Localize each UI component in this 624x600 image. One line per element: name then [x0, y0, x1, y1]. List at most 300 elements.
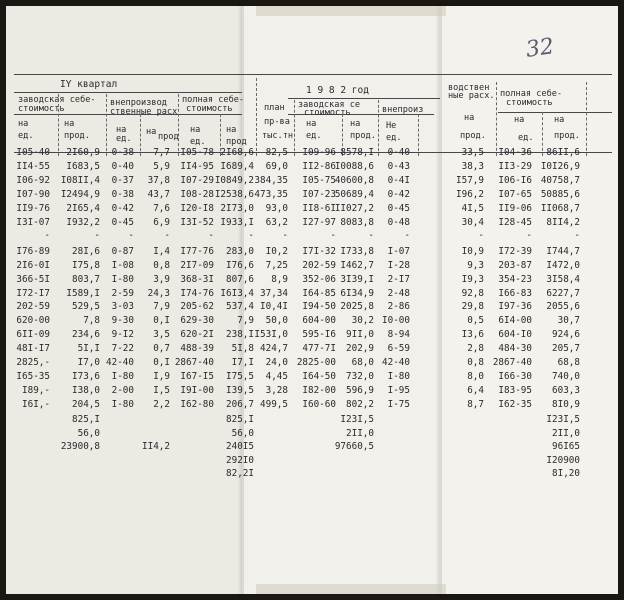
total-value: II4,2	[142, 441, 170, 453]
table-cell: I6I,-	[22, 398, 50, 410]
subcol2-ed-1: ед.	[306, 131, 322, 141]
table-cell: -	[208, 230, 214, 242]
table-cell: 2825-00	[296, 357, 336, 368]
table-cell: 37,34	[260, 287, 288, 299]
table-cell: 205-62	[180, 301, 214, 313]
table-cell: 3I39,I	[340, 273, 374, 285]
table-cell: I0088,6	[334, 160, 374, 172]
table-cell: I2538,6	[214, 188, 254, 200]
table-cell: I97-36	[498, 301, 532, 313]
table-cell: 8-94	[387, 329, 410, 341]
subcol-na-1: на	[18, 119, 29, 129]
table-cell: 0,I	[153, 357, 170, 368]
total-value: I23I,5	[546, 414, 580, 426]
table-cell: I62-35	[498, 398, 532, 410]
total-value: 292I0	[226, 454, 254, 466]
table-cell: I05-40	[16, 147, 50, 158]
subcol-na-2: на	[64, 119, 75, 129]
table-cell: I462,7	[340, 259, 374, 271]
table-cell: I38,0	[72, 384, 100, 396]
table-cell: 2867-40	[492, 357, 532, 368]
header-rule-quarter	[14, 92, 242, 93]
table-cell: 50,0	[265, 315, 288, 327]
table-cell: 8,7	[467, 398, 484, 410]
table-cell: I06-I6	[498, 174, 532, 186]
table-cell: I76,6	[226, 259, 254, 271]
table-cell: 2825,-	[16, 357, 50, 368]
table-cell: 42-40	[106, 357, 134, 368]
table-cell: 0,5	[467, 315, 484, 327]
table-cell: 8578,I	[340, 147, 374, 158]
table-cell: I-75	[387, 398, 410, 410]
table-cell: 7,9	[153, 301, 170, 313]
table-cell: I932,2	[66, 216, 100, 228]
table-cell: II8-6I	[302, 202, 336, 214]
quarter-heading: IY квартал	[60, 79, 118, 90]
table-cell: I53I,0	[254, 329, 288, 341]
table-cell: I733,8	[340, 245, 374, 257]
col-divider	[294, 100, 295, 156]
table-cell: I-28	[387, 259, 410, 271]
col-poln2-l1: полная себе-	[500, 89, 563, 99]
table-cell: 620-00	[16, 315, 50, 327]
col-plan-l2: пр-ва	[264, 117, 290, 127]
table-cell: 384,35	[254, 174, 288, 186]
tape-bottom	[256, 584, 446, 594]
table-cell: 5,9	[153, 160, 170, 172]
table-cell: 740,0	[552, 370, 580, 382]
table-cell: 206,7	[226, 398, 254, 410]
table-cell: 604-I0	[498, 329, 532, 341]
table-cell: I39,5	[226, 384, 254, 396]
table-cell: 924,6	[552, 329, 580, 341]
table-cell: 7,9	[237, 315, 254, 327]
table-cell: I07-90	[16, 188, 50, 200]
table-cell: I64-85	[302, 287, 336, 299]
table-cell: 366-5I	[16, 273, 50, 285]
table-cell: 2,8	[467, 343, 484, 355]
table-cell: 283,0	[226, 245, 254, 257]
table-cell: 6,9	[153, 216, 170, 228]
table-cell: 2055,6	[546, 301, 580, 313]
table-cell: 93,0	[265, 202, 288, 214]
table-cell: I3I-52	[180, 216, 214, 228]
table-cell: 5I,8	[231, 343, 254, 355]
table-cell: 92,8	[461, 287, 484, 299]
table-cell: 43,7	[147, 188, 170, 200]
table-cell: 499,5	[260, 398, 288, 410]
table-cell: 0,I	[153, 315, 170, 327]
table-cell: 203-87	[498, 259, 532, 271]
table-cell: I82-00	[302, 384, 336, 396]
subcol2-na-1: на	[306, 119, 317, 129]
header-rule-sub3	[498, 112, 612, 113]
table-cell: 24,3	[147, 287, 170, 299]
table-cell: 732,0	[346, 370, 374, 382]
table-cell: I76-89	[16, 245, 50, 257]
table-cell: I08-28	[180, 188, 214, 200]
table-cell: 0,8	[153, 259, 170, 271]
table-cell: I74-76	[180, 287, 214, 299]
table-cell: 2-00	[111, 384, 134, 396]
col-divider	[418, 114, 419, 156]
table-cell: -	[574, 230, 580, 242]
table-cell: 33,5	[461, 147, 484, 158]
table-cell: I7,0	[77, 357, 100, 368]
total-value: 8I,20	[552, 468, 580, 480]
table-cell: -	[44, 230, 50, 242]
col-poln-l2: стоимость	[186, 104, 233, 114]
table-cell: II4-95	[180, 160, 214, 172]
table-cell: I-80	[387, 370, 410, 382]
table-cell: 473,35	[254, 188, 288, 200]
subcol3-na-2: на	[514, 115, 525, 125]
table-cell: 30,4	[461, 216, 484, 228]
table-cell: I67-I5	[180, 370, 214, 382]
table-cell: 0-42	[387, 188, 410, 200]
table-cell: I07-29	[180, 174, 214, 186]
subcol-na-4: на	[146, 127, 157, 137]
table-cell: 63,2	[265, 216, 288, 228]
subcol3-na-3: на	[554, 115, 565, 125]
col-divider	[106, 94, 107, 156]
col-vnepr-l1: внепроизвод	[110, 98, 167, 108]
col-divider	[256, 78, 257, 156]
table-cell: 7,7	[153, 147, 170, 158]
table-cell: 0-45	[387, 202, 410, 214]
table-cell: 4,45	[265, 370, 288, 382]
table-cell: 603,3	[552, 384, 580, 396]
table-cell: I66-30	[498, 370, 532, 382]
table-cell: 202-59	[16, 301, 50, 313]
table-cell: I09-96	[302, 147, 336, 158]
table-cell: II9-76	[16, 202, 50, 214]
table-cell: II2-86	[302, 160, 336, 172]
col-divider	[378, 100, 379, 156]
table-cell: I7I-32	[302, 245, 336, 257]
table-cell: 9-30	[111, 315, 134, 327]
paper-sheet	[6, 6, 618, 594]
table-cell: 529,5	[72, 301, 100, 313]
table-cell: I,9	[153, 370, 170, 382]
subcol2-ed: ед.	[386, 133, 402, 143]
table-cell: I,4	[153, 245, 170, 257]
table-cell: I-80	[111, 273, 134, 285]
table-cell: 802,2	[346, 398, 374, 410]
table-cell: 2867-40	[174, 357, 214, 368]
table-cell: 8,9	[271, 273, 288, 285]
table-cell: 488-39	[180, 343, 214, 355]
table-cell: I05-75	[302, 174, 336, 186]
table-cell: 7-22	[111, 343, 134, 355]
subcol-na-5: на	[190, 125, 201, 135]
table-cell: I64-50	[302, 370, 336, 382]
total-value: 56,0	[77, 427, 100, 439]
table-cell: -	[164, 230, 170, 242]
table-cell: 50689,4	[334, 188, 374, 200]
table-cell: 9II,0	[346, 329, 374, 341]
table-cell: 8083,8	[340, 216, 374, 228]
table-cell: 9,3	[467, 259, 484, 271]
col-divider	[586, 82, 587, 156]
table-cell: II4-55	[16, 160, 50, 172]
table-cell: I06-92	[16, 174, 50, 186]
table-cell: 7,6	[153, 202, 170, 214]
subcol3-prod-3: прод.	[554, 131, 580, 141]
total-value: 2II,0	[552, 427, 580, 439]
table-cell: 0-42	[111, 202, 134, 214]
col-poln2-l2: стоимость	[506, 98, 553, 108]
table-cell: I0-00	[382, 315, 410, 327]
table-cell: II027,2	[334, 202, 374, 214]
tape-top	[256, 6, 446, 16]
table-cell: 368-3I	[180, 273, 214, 285]
table-cell: -	[94, 230, 100, 242]
table-cell: I,5	[153, 384, 170, 396]
table-cell: 8,0	[467, 370, 484, 382]
table-cell: -	[128, 230, 134, 242]
table-cell: 37,8	[147, 174, 170, 186]
total-value: 23900,8	[60, 441, 100, 453]
table-cell: 238,I	[226, 329, 254, 341]
subcol2-prod-2: прод.	[350, 131, 376, 141]
table-cell: I66-83	[498, 287, 532, 299]
table-cell: 0-43	[387, 160, 410, 172]
table-cell: 9-I2	[111, 329, 134, 341]
subcol-na-3: на	[116, 125, 127, 135]
table-cell: 50885,6	[540, 188, 580, 200]
table-cell: 0,8	[467, 357, 484, 368]
table-cell: I744,7	[546, 245, 580, 257]
table-cell: I-95	[387, 384, 410, 396]
table-cell: 2I60,9	[66, 147, 100, 158]
table-cell: -	[330, 230, 336, 242]
total-value: 825,I	[226, 414, 254, 426]
table-cell: 3-03	[111, 301, 134, 313]
table-cell: 0-40	[111, 160, 134, 172]
table-cell: I28-45	[498, 216, 532, 228]
table-cell: 40758,7	[540, 174, 580, 186]
table-cell: I0I26,9	[540, 160, 580, 172]
table-cell: 2-I7	[387, 273, 410, 285]
subcol3-na-1: на	[464, 113, 475, 123]
table-cell: 0,7	[153, 343, 170, 355]
table-cell: 3,28	[265, 384, 288, 396]
table-cell: 6II-09	[16, 329, 50, 341]
subcol-prod-6: прод	[226, 137, 247, 147]
table-cell: II9-06	[498, 202, 532, 214]
table-cell: I0,9	[461, 245, 484, 257]
header-rule-year	[288, 98, 440, 99]
table-cell: -	[282, 230, 288, 242]
total-value: I20900	[546, 454, 580, 466]
table-cell: 352-06	[302, 273, 336, 285]
table-cell: 620-2I	[180, 329, 214, 341]
col-divider	[58, 94, 59, 156]
table-cell: II3-29	[498, 160, 532, 172]
table-cell: 40600,8	[334, 174, 374, 186]
table-cell: 0-40	[387, 147, 410, 158]
table-cell: -	[248, 230, 254, 242]
table-cell: 2I65,4	[66, 202, 100, 214]
table-cell: I689,4	[220, 160, 254, 172]
col-zav2-l1: заводская се	[298, 100, 361, 110]
table-cell: 0-48	[387, 216, 410, 228]
subcol-ed-1: ед.	[18, 131, 34, 141]
table-cell: -	[368, 230, 374, 242]
table-cell: 82,5	[265, 147, 288, 158]
subcol-ed-3: ед.	[116, 134, 132, 144]
year-heading: 1 9 8 2 год	[306, 85, 369, 96]
table-cell: 6I34,9	[340, 287, 374, 299]
table-cell: 2,2	[153, 398, 170, 410]
table-cell: 202,9	[346, 343, 374, 355]
table-cell: I72-I7	[16, 287, 50, 299]
total-value: I23I,5	[340, 414, 374, 426]
total-value: 825,I	[72, 414, 100, 426]
table-cell: I3,6	[461, 329, 484, 341]
table-cell: I2494,9	[60, 188, 100, 200]
table-cell: I94-50	[302, 301, 336, 313]
table-cell: I65-35	[16, 370, 50, 382]
table-cell: I57,9	[456, 174, 484, 186]
table-cell: 2-86	[387, 301, 410, 313]
table-cell: I07-65	[498, 188, 532, 200]
table-cell: 30,7	[557, 315, 580, 327]
table-cell: 4I,5	[461, 202, 484, 214]
table-cell: 604-00	[302, 315, 336, 327]
col-plan-l1: план	[264, 103, 285, 113]
table-cell: 3,5	[153, 329, 170, 341]
table-cell: 477-7I	[302, 343, 336, 355]
table-cell: -	[404, 230, 410, 242]
table-cell: I60-60	[302, 398, 336, 410]
table-cell: 69,0	[265, 160, 288, 172]
col-divider	[496, 82, 497, 156]
table-cell: I75,5	[226, 370, 254, 382]
total-value: 96I65	[552, 441, 580, 453]
col-poln-l1: полная себе-	[182, 95, 245, 105]
table-cell: I20-I8	[180, 202, 214, 214]
table-cell: 6,4	[467, 384, 484, 396]
table-cell: I0,2	[265, 245, 288, 257]
total-value: 56,0	[231, 427, 254, 439]
col-divider	[140, 114, 141, 156]
table-cell: 8II4,2	[546, 216, 580, 228]
table-cell: I472,0	[546, 259, 580, 271]
header-rule-top	[14, 74, 612, 75]
col-right-l2: ные расх.	[448, 91, 495, 101]
page-number: 32	[524, 34, 556, 63]
table-cell: 24,0	[265, 357, 288, 368]
table-cell: 2-48	[387, 287, 410, 299]
table-cell: 424,7	[260, 343, 288, 355]
subcol-prod-2: прод.	[64, 131, 90, 141]
table-cell: I3I-07	[16, 216, 50, 228]
table-cell: 629-30	[180, 315, 214, 327]
table-cell: 68,8	[557, 357, 580, 368]
table-cell: I-80	[111, 370, 134, 382]
subcol-ed-5: ед.	[190, 137, 206, 147]
table-cell: 3,9	[153, 273, 170, 285]
table-cell: I08II,4	[60, 174, 100, 186]
table-cell: 5I,I	[77, 343, 100, 355]
table-cell: I-07	[387, 245, 410, 257]
table-cell: 86II,6	[546, 147, 580, 158]
table-cell: 0-38	[111, 188, 134, 200]
table-cell: 596,9	[346, 384, 374, 396]
table-cell: 484-30	[498, 343, 532, 355]
table-cell: 354-23	[498, 273, 532, 285]
table-cell: 0-45	[111, 216, 134, 228]
table-cell: 3I58,4	[546, 273, 580, 285]
total-value: 97660,5	[334, 441, 374, 453]
table-cell: I73,6	[72, 370, 100, 382]
table-cell: 28I,6	[72, 245, 100, 257]
table-cell: I07-23	[302, 188, 336, 200]
table-cell: I683,5	[66, 160, 100, 172]
total-value: 82,2I	[226, 468, 254, 480]
table-cell: 6-59	[387, 343, 410, 355]
table-cell: 0-4I	[387, 174, 410, 186]
col-right-l1: водствен	[448, 83, 490, 93]
table-cell: 30,2	[351, 315, 374, 327]
table-cell: 803,7	[72, 273, 100, 285]
total-value: 2II,0	[346, 427, 374, 439]
col-vnepr2: внепроиз	[382, 105, 424, 115]
subcol2-na-2: на	[350, 119, 361, 129]
table-cell: I-08	[111, 259, 134, 271]
table-cell: I9,3	[461, 273, 484, 285]
subcol-na-6: на	[226, 125, 237, 135]
subcol3-prod-1: прод.	[460, 131, 486, 141]
table-cell: 68,0	[351, 357, 374, 368]
subcol2-ne: Не	[386, 121, 397, 131]
table-cell: I9I-00	[180, 384, 214, 396]
table-cell: 6227,7	[546, 287, 580, 299]
table-cell: 202-59	[302, 259, 336, 271]
table-cell: I6I3,4	[220, 287, 254, 299]
table-cell: I62-80	[180, 398, 214, 410]
col-zav-sebest-l1: заводская себе-	[18, 95, 96, 105]
table-cell: I0,4I	[260, 301, 288, 313]
total-value: 240I5	[226, 441, 254, 453]
col-vnepr-l2: ственные расх	[110, 107, 178, 117]
table-cell: I7,I	[231, 357, 254, 368]
table-cell: 7,25	[265, 259, 288, 271]
col-divider	[542, 112, 543, 156]
table-cell: I05-78	[180, 147, 214, 158]
table-cell: 807,6	[226, 273, 254, 285]
table-cell: 42-40	[382, 357, 410, 368]
table-cell: I72-39	[498, 245, 532, 257]
table-cell: 8I0,9	[552, 398, 580, 410]
table-cell: 0-38	[111, 147, 134, 158]
col-zav2-l2: стоимость	[304, 108, 351, 118]
table-cell: 2-59	[111, 287, 134, 299]
table-cell: I96,2	[456, 188, 484, 200]
table-cell: I83-95	[498, 384, 532, 396]
table-cell: 2I6-0I	[16, 259, 50, 271]
subcol-prod-4: прод	[158, 132, 179, 142]
table-cell: 0-87	[111, 245, 134, 257]
table-cell: 595-I6	[302, 329, 336, 341]
table-cell: I-80	[111, 398, 134, 410]
table-cell: 0-37	[111, 174, 134, 186]
table-cell: 2I73,0	[220, 202, 254, 214]
table-cell: 204,5	[72, 398, 100, 410]
table-cell: II068,7	[540, 202, 580, 214]
